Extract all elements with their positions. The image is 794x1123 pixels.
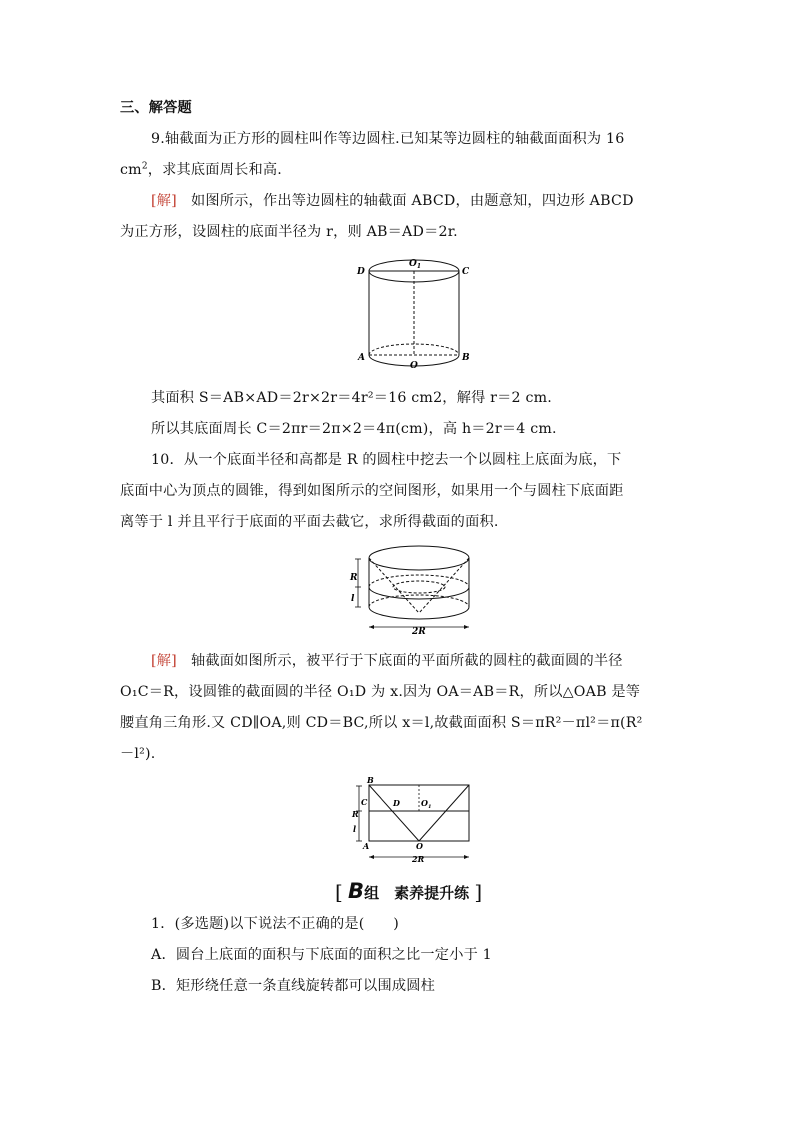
fig-label-O1: $O_1$	[409, 259, 422, 270]
fig-label-2R: 2R	[412, 854, 425, 863]
q10-solution-line3: 腰直角三角形.又 CD∥OA,则 CD＝BC,所以 x＝l,故截面面积 S＝πR²－πl²＝π(R²	[120, 715, 643, 731]
fig-label-O: O	[410, 361, 418, 371]
fig-label-C: C	[361, 797, 368, 807]
q9-stem-line2	[120, 160, 282, 180]
q10-solution-tag: [解]	[151, 653, 177, 669]
q10-stem-line1: 10．从一个底面半径和高都是 R 的圆柱中挖去一个以圆柱上底面为底，下	[151, 452, 622, 468]
fig-label-R: R	[352, 809, 359, 819]
group-b-letter: B	[348, 879, 365, 903]
fig-label-2R: 2R	[412, 627, 426, 637]
section-heading: 三、解答题	[120, 100, 192, 116]
q9-solution-text1: 如图所示，作出等边圆柱的轴截面 ABCD，由题意知，四边形 ABCD	[191, 193, 634, 209]
q9-stem-line1: 9.轴截面为正方形的圆柱叫作等边圆柱.已知某等边圆柱的轴截面面积为 16	[151, 131, 625, 147]
q10-solution-line4: －l²).	[120, 746, 156, 762]
q10-solid-figure	[348, 543, 476, 637]
q9-solution-line2: 为正方形，设圆柱的底面半径为 r，则 AB＝AD＝2r.	[120, 224, 458, 240]
fig-label-A: A	[358, 353, 365, 363]
fig-label-C: C	[462, 267, 470, 277]
q9-unit-exponent: 2	[141, 161, 148, 172]
q9-solution-line3: 其面积 S＝AB×AD＝2r×2r＝4r²＝16 cm2，解得 r＝2 cm.	[151, 390, 552, 406]
fig-label-B: B	[367, 775, 374, 785]
b1-option-a: A．圆台上底面的面积与下底面的面积之比一定小于 1	[151, 947, 492, 963]
fig-label-D: D	[357, 267, 365, 277]
fig-label-l: l	[353, 824, 357, 834]
fig-label-l: l	[351, 594, 355, 604]
q10-solution-text1: 轴截面如图所示，被平行于下底面的平面所截的圆柱的截面圆的半径	[191, 653, 623, 669]
fig-label-O: O	[416, 841, 423, 851]
q9-solution-tag: [解]	[151, 193, 177, 209]
fig-label-R: R	[350, 573, 358, 583]
q10-solution-line2: O₁C＝R，设圆锥的截面圆的半径 O₁D 为 x.因为 OA＝AB＝R，所以△OAB 是等	[120, 684, 641, 700]
b1-stem: 1．(多选题)以下说法不正确的是( )	[151, 916, 399, 932]
q9-solution-line1	[151, 191, 634, 211]
q9-solution-line4: 所以其底面周长 C＝2πr＝2π×2＝4π(cm)，高 h＝2r＝4 cm.	[151, 421, 557, 437]
group-b-bracket-right: ]	[474, 880, 483, 904]
q10-stem-line2: 底面中心为顶点的圆锥，得到如图所示的空间图形，如果用一个与圆柱下底面距	[120, 483, 624, 499]
q9-cylinder-figure	[352, 257, 474, 375]
fig-label-D: D	[393, 798, 400, 808]
fig-label-B: B	[462, 353, 470, 363]
fig-label-A: A	[363, 841, 370, 851]
fig-label-O1: $O_1$	[421, 798, 432, 810]
q10-stem-line3: 离等于 l 并且平行于底面的平面去截它，求所得截面的面积.	[120, 514, 499, 530]
q9-stem-tail: ，求其底面周长和高.	[147, 162, 282, 178]
b1-option-b: B．矩形绕任意一条直线旋转都可以围成圆柱	[151, 978, 435, 994]
group-b-heading	[335, 879, 482, 903]
q10-solution-line1	[151, 651, 623, 671]
q9-unit: cm	[120, 162, 142, 178]
q10-cross-section-figure	[350, 775, 474, 863]
group-b-bracket-left: [	[335, 880, 343, 904]
group-b-title: 组 素养提升练	[364, 884, 470, 902]
